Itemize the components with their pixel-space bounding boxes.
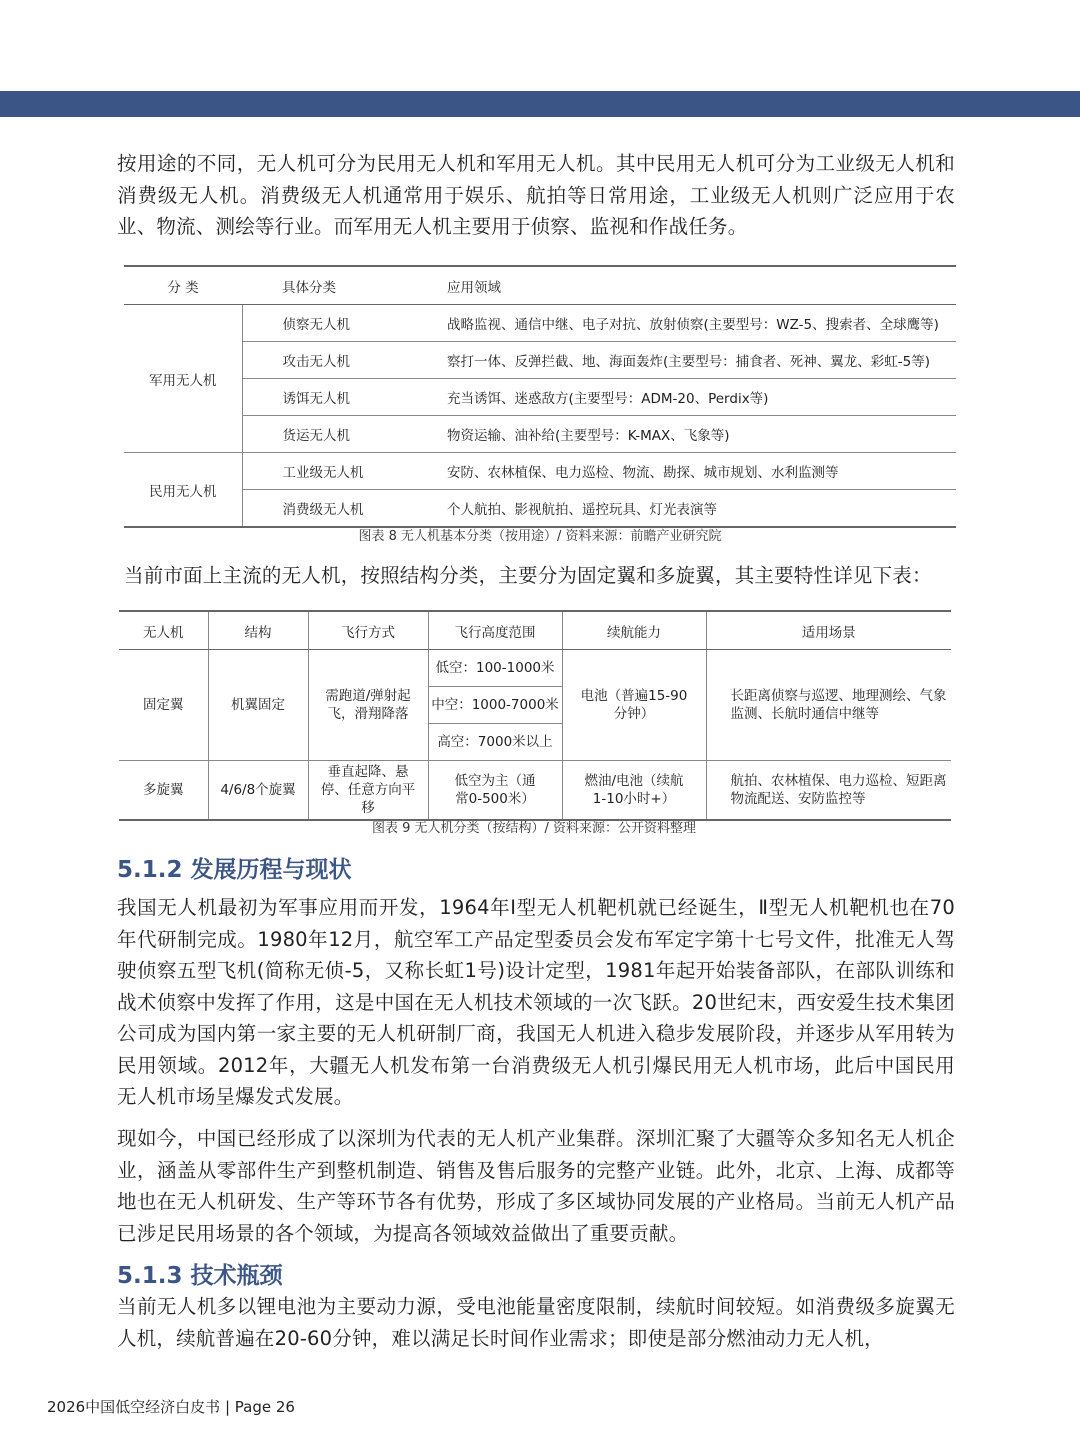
header-category: 分 类 [124, 266, 242, 305]
header-application: 应用领域 [445, 266, 956, 305]
subcategory-cell: 工业级无人机 [242, 453, 445, 490]
table-row [124, 453, 956, 490]
table2-caption: 图表 9 无人机分类（按结构）/ 资料来源：公开资料整理 [371, 821, 697, 836]
section-heading-513: 5.1.3 技术瓶颈 [117, 1263, 283, 1289]
table-row [119, 650, 951, 687]
table-row [124, 305, 956, 342]
application-cell: 安防、农林植保、电力巡检、物流、勘探、城市规划、水利监测等 [445, 453, 956, 490]
header-altitude-range: 飞行高度范围 [428, 611, 562, 650]
uav-fixed-wing: 固定翼 [119, 650, 208, 761]
table-header-row [124, 266, 956, 305]
application-cell: 物资运输、油补给(主要型号：K-MAX、飞象等) [445, 416, 956, 453]
table-classification-by-structure [119, 610, 951, 821]
structure-cell: 机翼固定 [208, 650, 308, 761]
table1-caption: 图表 8 无人机基本分类（按用途）/ 资料来源：前瞻产业研究院 [358, 529, 722, 544]
flight-mode-cell: 垂直起降、悬停、任意方向平移 [308, 761, 428, 821]
table-header-row [119, 611, 951, 650]
table-row [124, 379, 956, 416]
header-subcategory: 具体分类 [242, 266, 445, 305]
header-flight-mode: 飞行方式 [308, 611, 428, 650]
subcategory-cell: 攻击无人机 [242, 342, 445, 379]
scenario-cell: 长距离侦察与巡逻、地理测绘、气象监测、长航时通信中继等 [706, 650, 951, 761]
page-footer: 2026中国低空经济白皮书 | Page 26 [47, 1398, 295, 1416]
section-512-paragraph-1: 我国无人机最初为军事应用而开发，1964年Ⅰ型无人机靶机就已经诞生，Ⅱ型无人机靶机也在70年代研制完成。1980年12月，航空军工产品定型委员会发布军定字第十七号文件，批准无人驾驶侦察五型飞机(简称无侦-5，又称长虹1号)设计定型，1981年起开始装备部队，在部队训练和战术侦察中发挥了作用，这是中国在无人机技术领域的一次飞跃。20世纪末，西安爱生技术集团公司成为国内第一家主要的无人机研制厂商，我国无人机进入稳步发展阶段，并逐步从军用转为民用领域。2012年，大疆无人机发布第一台消费级无人机引爆民用无人机市场，此后中国民用无人机市场呈爆发式发展。 [117, 896, 955, 1108]
header-uav: 无人机 [119, 611, 208, 650]
application-cell: 战略监视、通信中继、电子对抗、放射侦察(主要型号：WZ-5、搜索者、全球鹰等) [445, 305, 956, 342]
header-scenario: 适用场景 [706, 611, 951, 650]
section-513-paragraph-1: 当前无人机多以锂电池为主要动力源，受电池能量密度限制，续航时间较短。如消费级多旋翼无人机，续航普遍在20-60分钟，难以满足长时间作业需求；即使是部分燃油动力无人机， [117, 1295, 955, 1350]
subcategory-cell: 货运无人机 [242, 416, 445, 453]
subcategory-cell: 消费级无人机 [242, 490, 445, 528]
structure-cell: 4/6/8个旋翼 [208, 761, 308, 821]
application-cell: 个人航拍、影视航拍、遥控玩具、灯光表演等 [445, 490, 956, 528]
endurance-cell: 电池（普遍15-90分钟） [562, 650, 706, 761]
header-band [0, 91, 1080, 117]
header-structure: 结构 [208, 611, 308, 650]
application-cell: 充当诱饵、迷惑敌方(主要型号：ADM-20、Perdix等) [445, 379, 956, 416]
uav-multirotor: 多旋翼 [119, 761, 208, 821]
category-military: 军用无人机 [124, 305, 242, 453]
table2-lead-text: 当前市面上主流的无人机，按照结构分类，主要分为固定翼和多旋翼，其主要特性详见下表： [124, 564, 932, 587]
altitude-cell: 中空：1000-7000米 [428, 687, 562, 724]
section-512-paragraph-2: 现如今，中国已经形成了以深圳为代表的无人机产业集群。深圳汇聚了大疆等众多知名无人机企业，涵盖从零部件生产到整机制造、销售及售后服务的完整产业链。此外，北京、上海、成都等地也在无人机研发、生产等环节各有优势，形成了多区域协同发展的产业格局。当前无人机产品已涉足民用场景的各个领域，为提高各领域效益做出了重要贡献。 [117, 1127, 955, 1245]
category-civil: 民用无人机 [124, 453, 242, 528]
endurance-cell: 燃油/电池（续航1-10小时+） [562, 761, 706, 821]
table-row [124, 490, 956, 528]
table-row [124, 342, 956, 379]
flight-mode-cell: 需跑道/弹射起飞，滑翔降落 [308, 650, 428, 761]
table-classification-by-use [124, 265, 956, 528]
scenario-cell: 航拍、农林植保、电力巡检、短距离物流配送、安防监控等 [706, 761, 951, 821]
subcategory-cell: 诱饵无人机 [242, 379, 445, 416]
header-endurance: 续航能力 [562, 611, 706, 650]
altitude-cell: 低空：100-1000米 [428, 650, 562, 687]
subcategory-cell: 侦察无人机 [242, 305, 445, 342]
section-heading-512: 5.1.2 发展历程与现状 [117, 857, 352, 883]
table-row [119, 761, 951, 821]
table-row [124, 416, 956, 453]
intro-paragraph: 按用途的不同，无人机可分为民用无人机和军用无人机。其中民用无人机可分为工业级无人机和消费级无人机。消费级无人机通常用于娱乐、航拍等日常用途，工业级无人机则广泛应用于农业、物流、测绘等行业。而军用无人机主要用于侦察、监视和作战任务。 [117, 152, 955, 238]
altitude-cell: 低空为主（通常0-500米） [428, 761, 562, 821]
altitude-cell: 高空：7000米以上 [428, 724, 562, 761]
application-cell: 察打一体、反弹拦截、地、海面轰炸(主要型号：捕食者、死神、翼龙、彩虹-5等) [445, 342, 956, 379]
